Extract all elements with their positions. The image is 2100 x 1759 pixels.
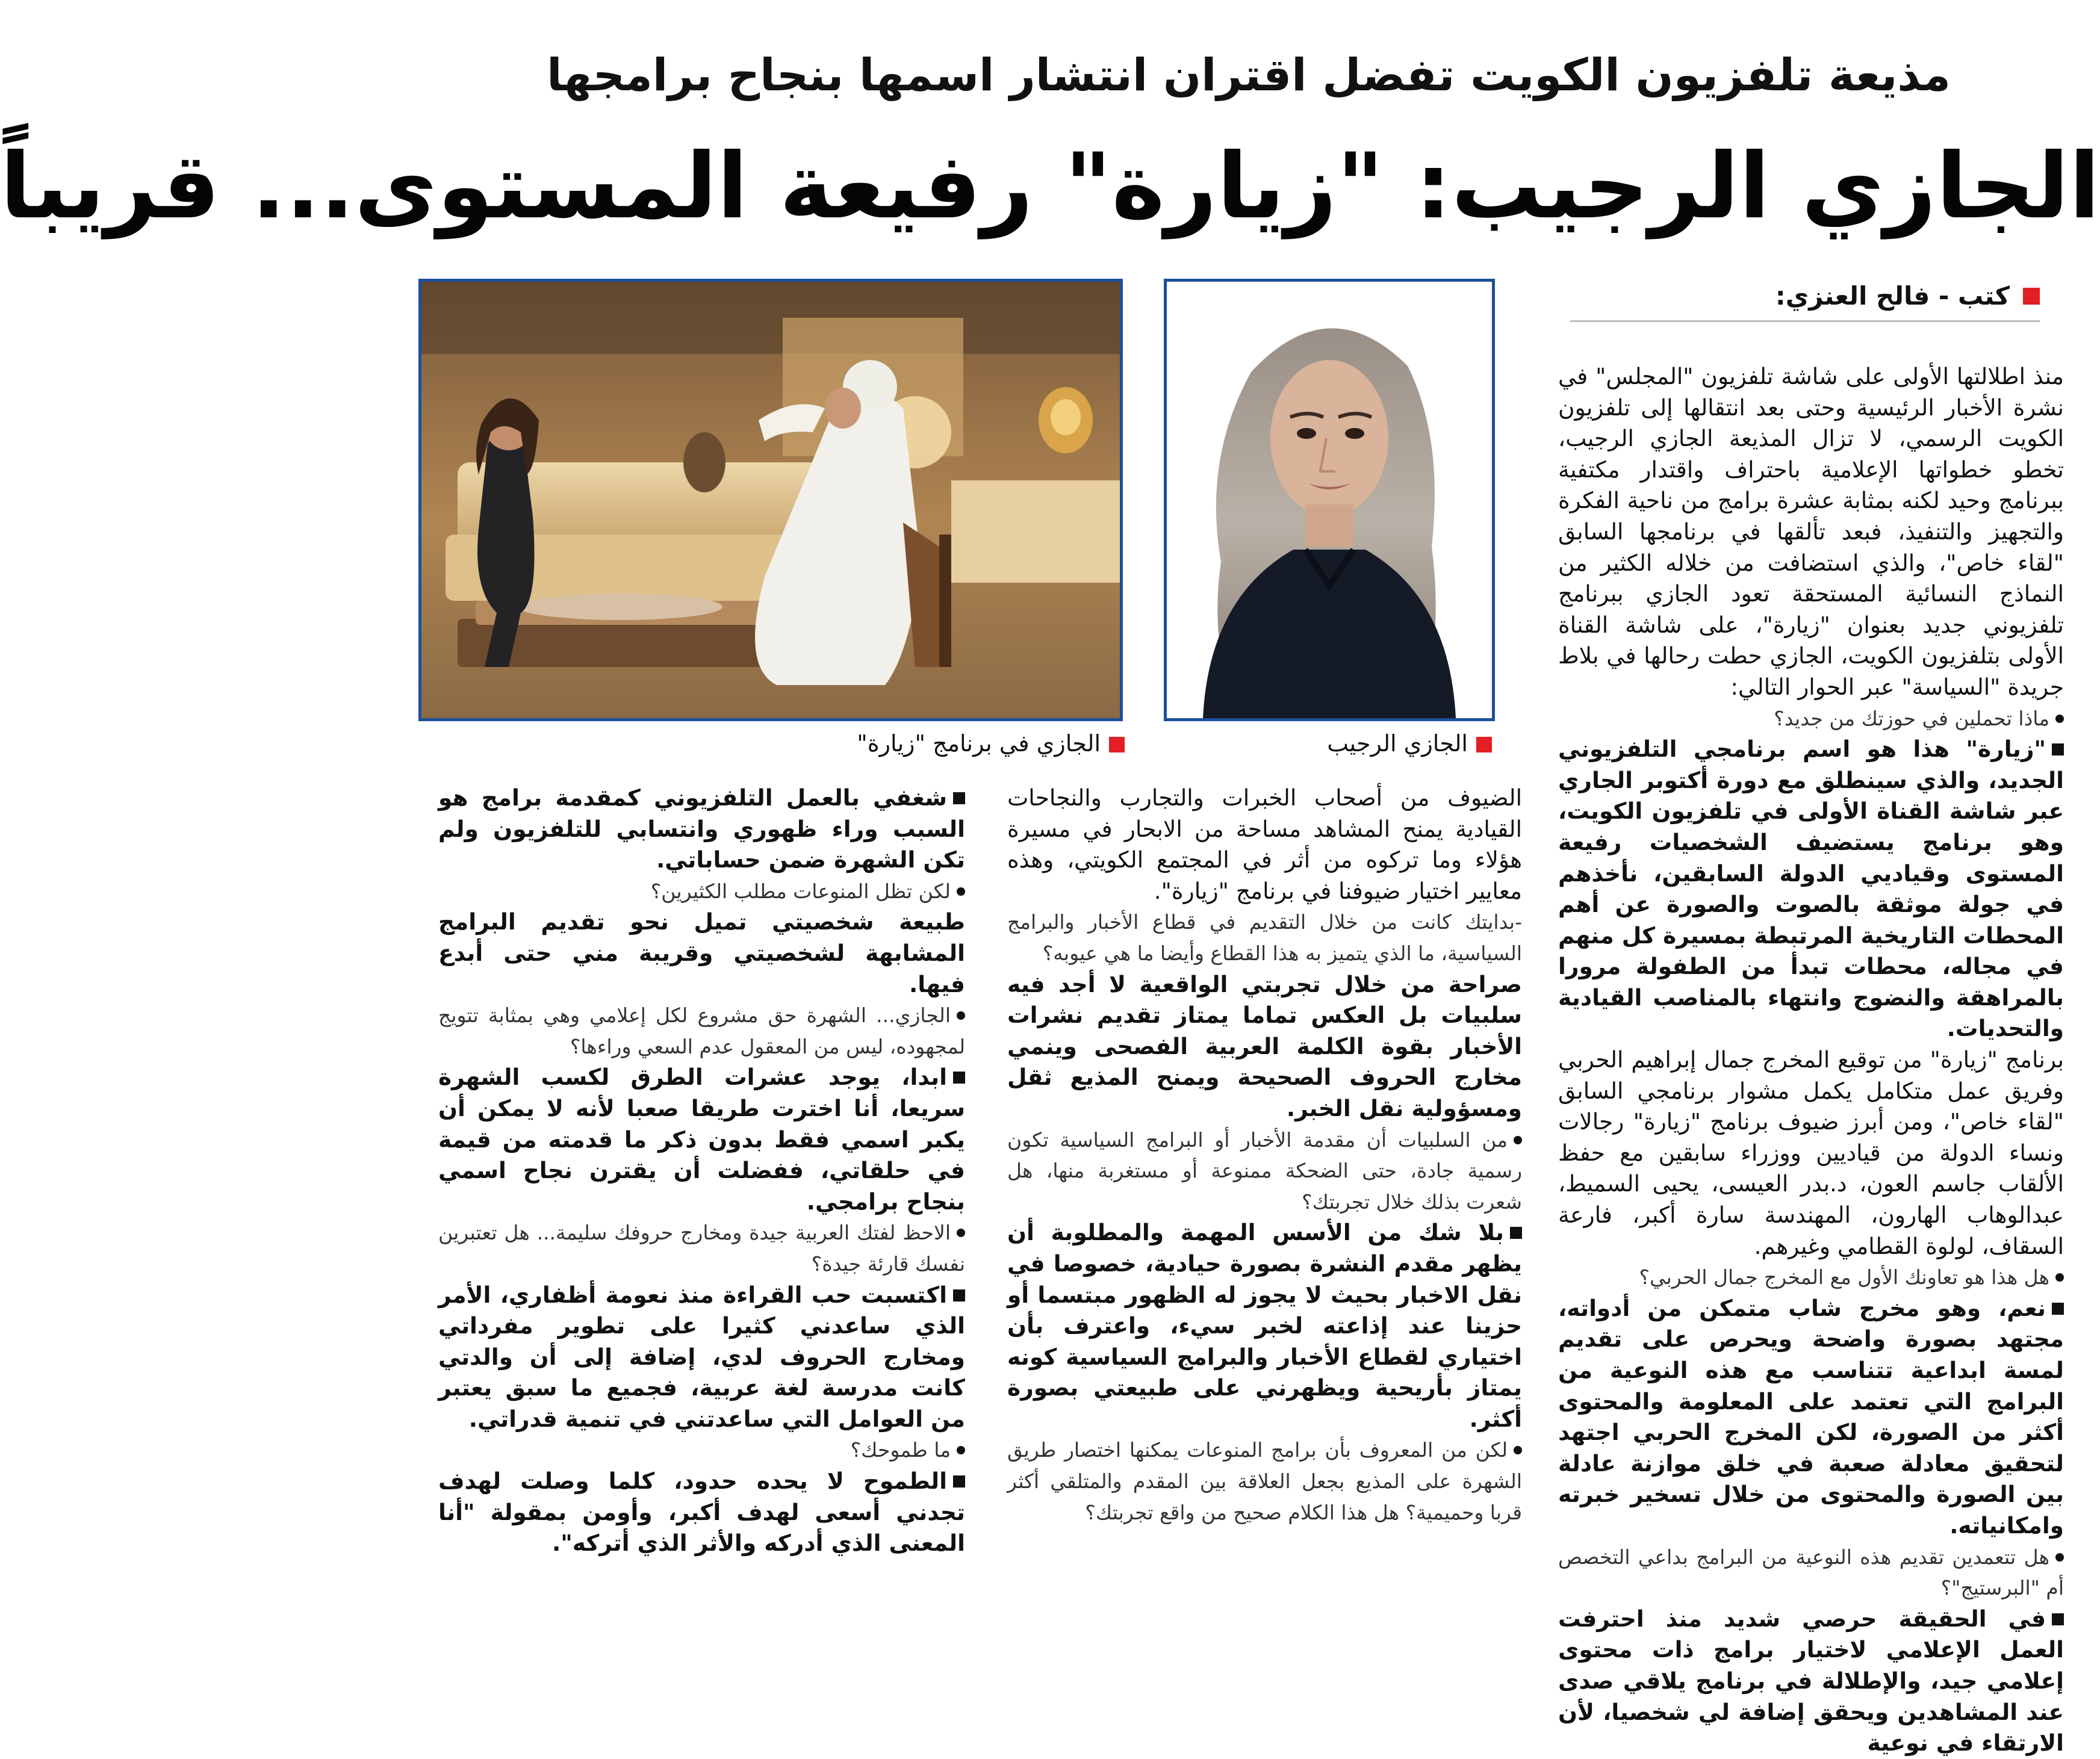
paragraph: الضيوف من أصحاب الخبرات والتجارب والنجاحات القيادية يمنح المشاهد مساحة من الابحار في مسيرة هؤلاء وما تركوه من أثر في المجتمع الكويتي، وهذه معايير اختيار ضيوفنا في برنامج "زيارة". — [1007, 784, 1522, 904]
article-headline: الجازي الرجيب: "زيارة" رفيعة المستوى... قريباً — [0, 134, 2100, 239]
byline-marker-icon — [2023, 288, 2040, 305]
answer-bullet-icon — [1510, 1227, 1522, 1239]
portrait-photo — [1164, 279, 1495, 721]
portrait-caption-text: الجازي الرجيب — [1327, 730, 1468, 757]
answer: صراحة من خلال تجربتي الواقعية لا أجد فيه سلبيات بل العكس تماما يمتاز تقديم نشرات الأخبار بقوة الكلمة العربية الفصحى وينمي مخارج الحروف الصحيحة ويمنح المذيع ثقل ومسؤولية نقل الخبر. — [1007, 970, 1522, 1121]
scene-photo-image — [421, 282, 1120, 718]
question: لكن من المعروف بأن برامج المنوعات يمكنها اختصار طريق الشهرة على المذيع بجعل العلاقة بين المقدم والمتلقي أكثر قربا وحميمية؟ هل هذا الكلام صحيح من واقع تجربتك؟ — [1007, 1438, 1522, 1524]
answer-bullet-icon — [2052, 1303, 2064, 1315]
question-bullet-icon — [957, 1229, 965, 1237]
caption-marker-icon — [1476, 737, 1492, 752]
answer: اكتسبت حب القراءة منذ نعومة أظفاري، الأمر الذي ساعدني كثيرا على تطوير مفرداتي ومخارج الحروف لدي، إضافة إلى أن والدتي كانت مدرسة لغة عربية، فجميع ما سبق يعتبر من العوامل التي ساعدتني في تنمية قدراتي. — [438, 1281, 965, 1432]
answer: ابدا، يوجد عشرات الطرق لكسب الشهرة سريعا، أنا اخترت طريقا صعبا لأنه لا يمكن أن يكبر اسمي فقط بدون ذكر ما قدمته من قيمة في حلقاتي، ففضلت أن يقترن نجاح اسمي بنجاح برامجي. — [438, 1064, 965, 1215]
question: ماذا تحملين في حوزتك من جديد؟ — [1558, 703, 2064, 734]
intro-paragraph: منذ اطلالتها الأولى على شاشة تلفزيون "المجلس" في نشرة الأخبار الرئيسية وحتى بعد انتقالها إلى تلفزيون الكويت الرسمي، لا تزال المذيعة الجازي الرجيب، تخطو خطواتها الإعلامية باحتراف واقتدار مكتفية ببرنامج وحيد لكنه بمثابة عشرة برامج من ناحية الفكرة والتجهيز والتنفيذ، فبعد تألقها في برنامجها السابق "لقاء خاص"، والذي استضافت من خلاله الكثير من النماذج النسائية المستحقة تعود الجازي ببرنامج تلفزيوني جديد بعنوان "زيارة"، على شاشة القناة الأولى بتلفزيون الكويت، الجازي حطت رحالها في بلاط جريدة "السياسة" عبر الحوار التالي: — [1558, 363, 2064, 700]
question: هل تتعمدين تقديم هذه النوعية من البرامج بداعي التخصص أم "البرستيج"؟ — [1558, 1545, 2064, 1600]
answer: الطموح لا يحده حدود، كلما وصلت لهدف تجدني أسعى لهدف أكبر، وأومن بمقولة "أنا المعنى الذي أدركه والأثر الذي أتركه". — [438, 1468, 965, 1557]
question-bullet-icon — [1514, 1446, 1522, 1454]
answer: نعم، وهو مخرج شاب متمكن من أدواته، مجتهد بصورة واضحة ويحرص على تقديم لمسة ابداعية تتناسب مع هذه النوعية من البرامج التي تعتمد على المعلومة والمحتوى أكثر من الصورة، لكن المخرج الحربي اجتهد لتحقيق معادلة صعبة في خلق موازنة عادلة بين الصورة والمحتوى من خلال تسخير خبرته وامكانياته. — [1558, 1294, 2064, 1539]
answer-bullet-icon — [2052, 743, 2064, 755]
scene-photo — [418, 279, 1123, 721]
question-bullet-icon — [957, 1011, 965, 1020]
question-bullet-icon — [2055, 715, 2064, 723]
answer-bullet-icon — [953, 1072, 965, 1084]
answer: "زيارة" هذا هو اسم برنامجي التلفزيوني الجديد، والذي سينطلق مع دورة أكتوبر الجاري عبر شاشة القناة الأولى في تلفزيون الكويت، وهو برنامج يستضيف الشخصيات رفيعة المستوى وقياديي الدولة السابقين، نأخذهم في جولة موثقة بالصوت والصورة عن أهم المحطات التاريخية المرتبطة بمسيرة كل منهم في مجاله، محطات تبدأ من الطفولة مرورا بالمراهقة والنضوج وانتهاء بالمناصب القيادية والتحديات. — [1558, 736, 2064, 1042]
question-bullet-icon — [2055, 1273, 2064, 1282]
answer: طبيعة شخصيتي تميل نحو تقديم البرامج المشابهة لشخصيتي وقريبة مني حتى أبدع فيها. — [438, 908, 965, 997]
scene-caption — [857, 728, 1125, 759]
question: ما طموحك؟ — [438, 1435, 965, 1466]
article-column-1 — [1558, 361, 2064, 1757]
article-column-3 — [438, 783, 965, 1557]
question-bullet-icon — [957, 1446, 965, 1454]
question-bullet-icon — [1514, 1136, 1522, 1144]
question: الاحظ لفتك العربية جيدة ومخارج حروفك سليمة... هل تعتبرين نفسك قارئة جيدة؟ — [438, 1221, 965, 1276]
article-column-2 — [1007, 783, 1522, 1524]
answer-bullet-icon — [953, 792, 965, 804]
question: هل هذا هو تعاونك الأول مع المخرج جمال الحربي؟ — [1558, 1262, 2064, 1293]
answer-bullet-icon — [953, 1289, 965, 1301]
question: -بدايتك كانت من خلال التقديم في قطاع الأخبار والبرامج السياسية، ما الذي يتميز به هذا القطاع وأيضا ما هي عيوبه؟ — [1007, 910, 1522, 965]
question: لكن تظل المنوعات مطلب الكثيرين؟ — [438, 876, 965, 907]
caption-marker-icon — [1109, 737, 1125, 752]
question-bullet-icon — [2055, 1553, 2064, 1562]
question: من السلبيات أن مقدمة الأخبار أو البرامج السياسية تكون رسمية جادة، حتى الضحكة ممنوعة أو مستغربة منها، هل شعرت بذلك خلال تجربتك؟ — [1007, 1128, 1522, 1214]
paragraph: برنامج "زيارة" من توقيع المخرج جمال إبراهيم الحربي وفريق عمل متكامل يكمل مشوار برنامجي السابق "لقاء خاص"، ومن أبرز ضيوف برنامج "زيارة" رجالات ونساء الدولة من قياديين ووزراء سابقين مع حفظ الألقاب جاسم العون، د.بدر العيسى، يحيى السميط، عبدالوهاب الهارون، المهندسة سارة أكبر، فارعة السقاف، لولوة القطامي وغيرهم. — [1558, 1046, 2064, 1259]
portrait-caption — [1327, 728, 1492, 759]
answer-bullet-icon — [953, 1475, 965, 1488]
byline — [1570, 278, 2040, 322]
question: الجازي... الشهرة حق مشروع لكل إعلامي وهي بمثابة تتويج لمجهوده، ليس من المعقول عدم السعي وراءها؟ — [438, 1004, 965, 1058]
byline-text: كتب - فالح العنزي: — [1775, 281, 2010, 311]
answer: بلا شك من الأسس المهمة والمطلوبة أن يظهر مقدم النشرة بصورة حيادية، خصوصا في نقل الاخبار بحيث لا يجوز له الظهور مبتسما أو حزينا عند إذاعته لخبر سيء، واعترف بأن اختياري لقطاع الأخبار والبرامج السياسية كونه يمتاز بأريحية ويظهرني على طبيعتي بصورة أكثر. — [1007, 1219, 1522, 1432]
article-kicker: مذيعة تلفزيون الكويت تفضل اقتران انتشار اسمها بنجاح برامجها — [547, 49, 1951, 101]
scene-caption-text: الجازي في برنامج "زيارة" — [857, 730, 1101, 757]
portrait-photo-image — [1167, 282, 1492, 718]
answer: شغفي بالعمل التلفزيوني كمقدمة برامج هو السبب وراء ظهوري وانتسابي للتلفزيون ولم تكن الشهرة ضمن حساباتي. — [438, 784, 965, 873]
answer-bullet-icon — [2052, 1613, 2064, 1625]
answer: في الحقيقة حرصي شديد منذ احترفت العمل الإعلامي لاختيار برامج ذات محتوى إعلامي جيد، والإطلالة في برنامج يلاقي صدى عند المشاهدين ويحقق إضافة لي شخصيا، لأن الارتقاء في نوعية — [1558, 1605, 2064, 1757]
question-bullet-icon — [957, 887, 965, 896]
